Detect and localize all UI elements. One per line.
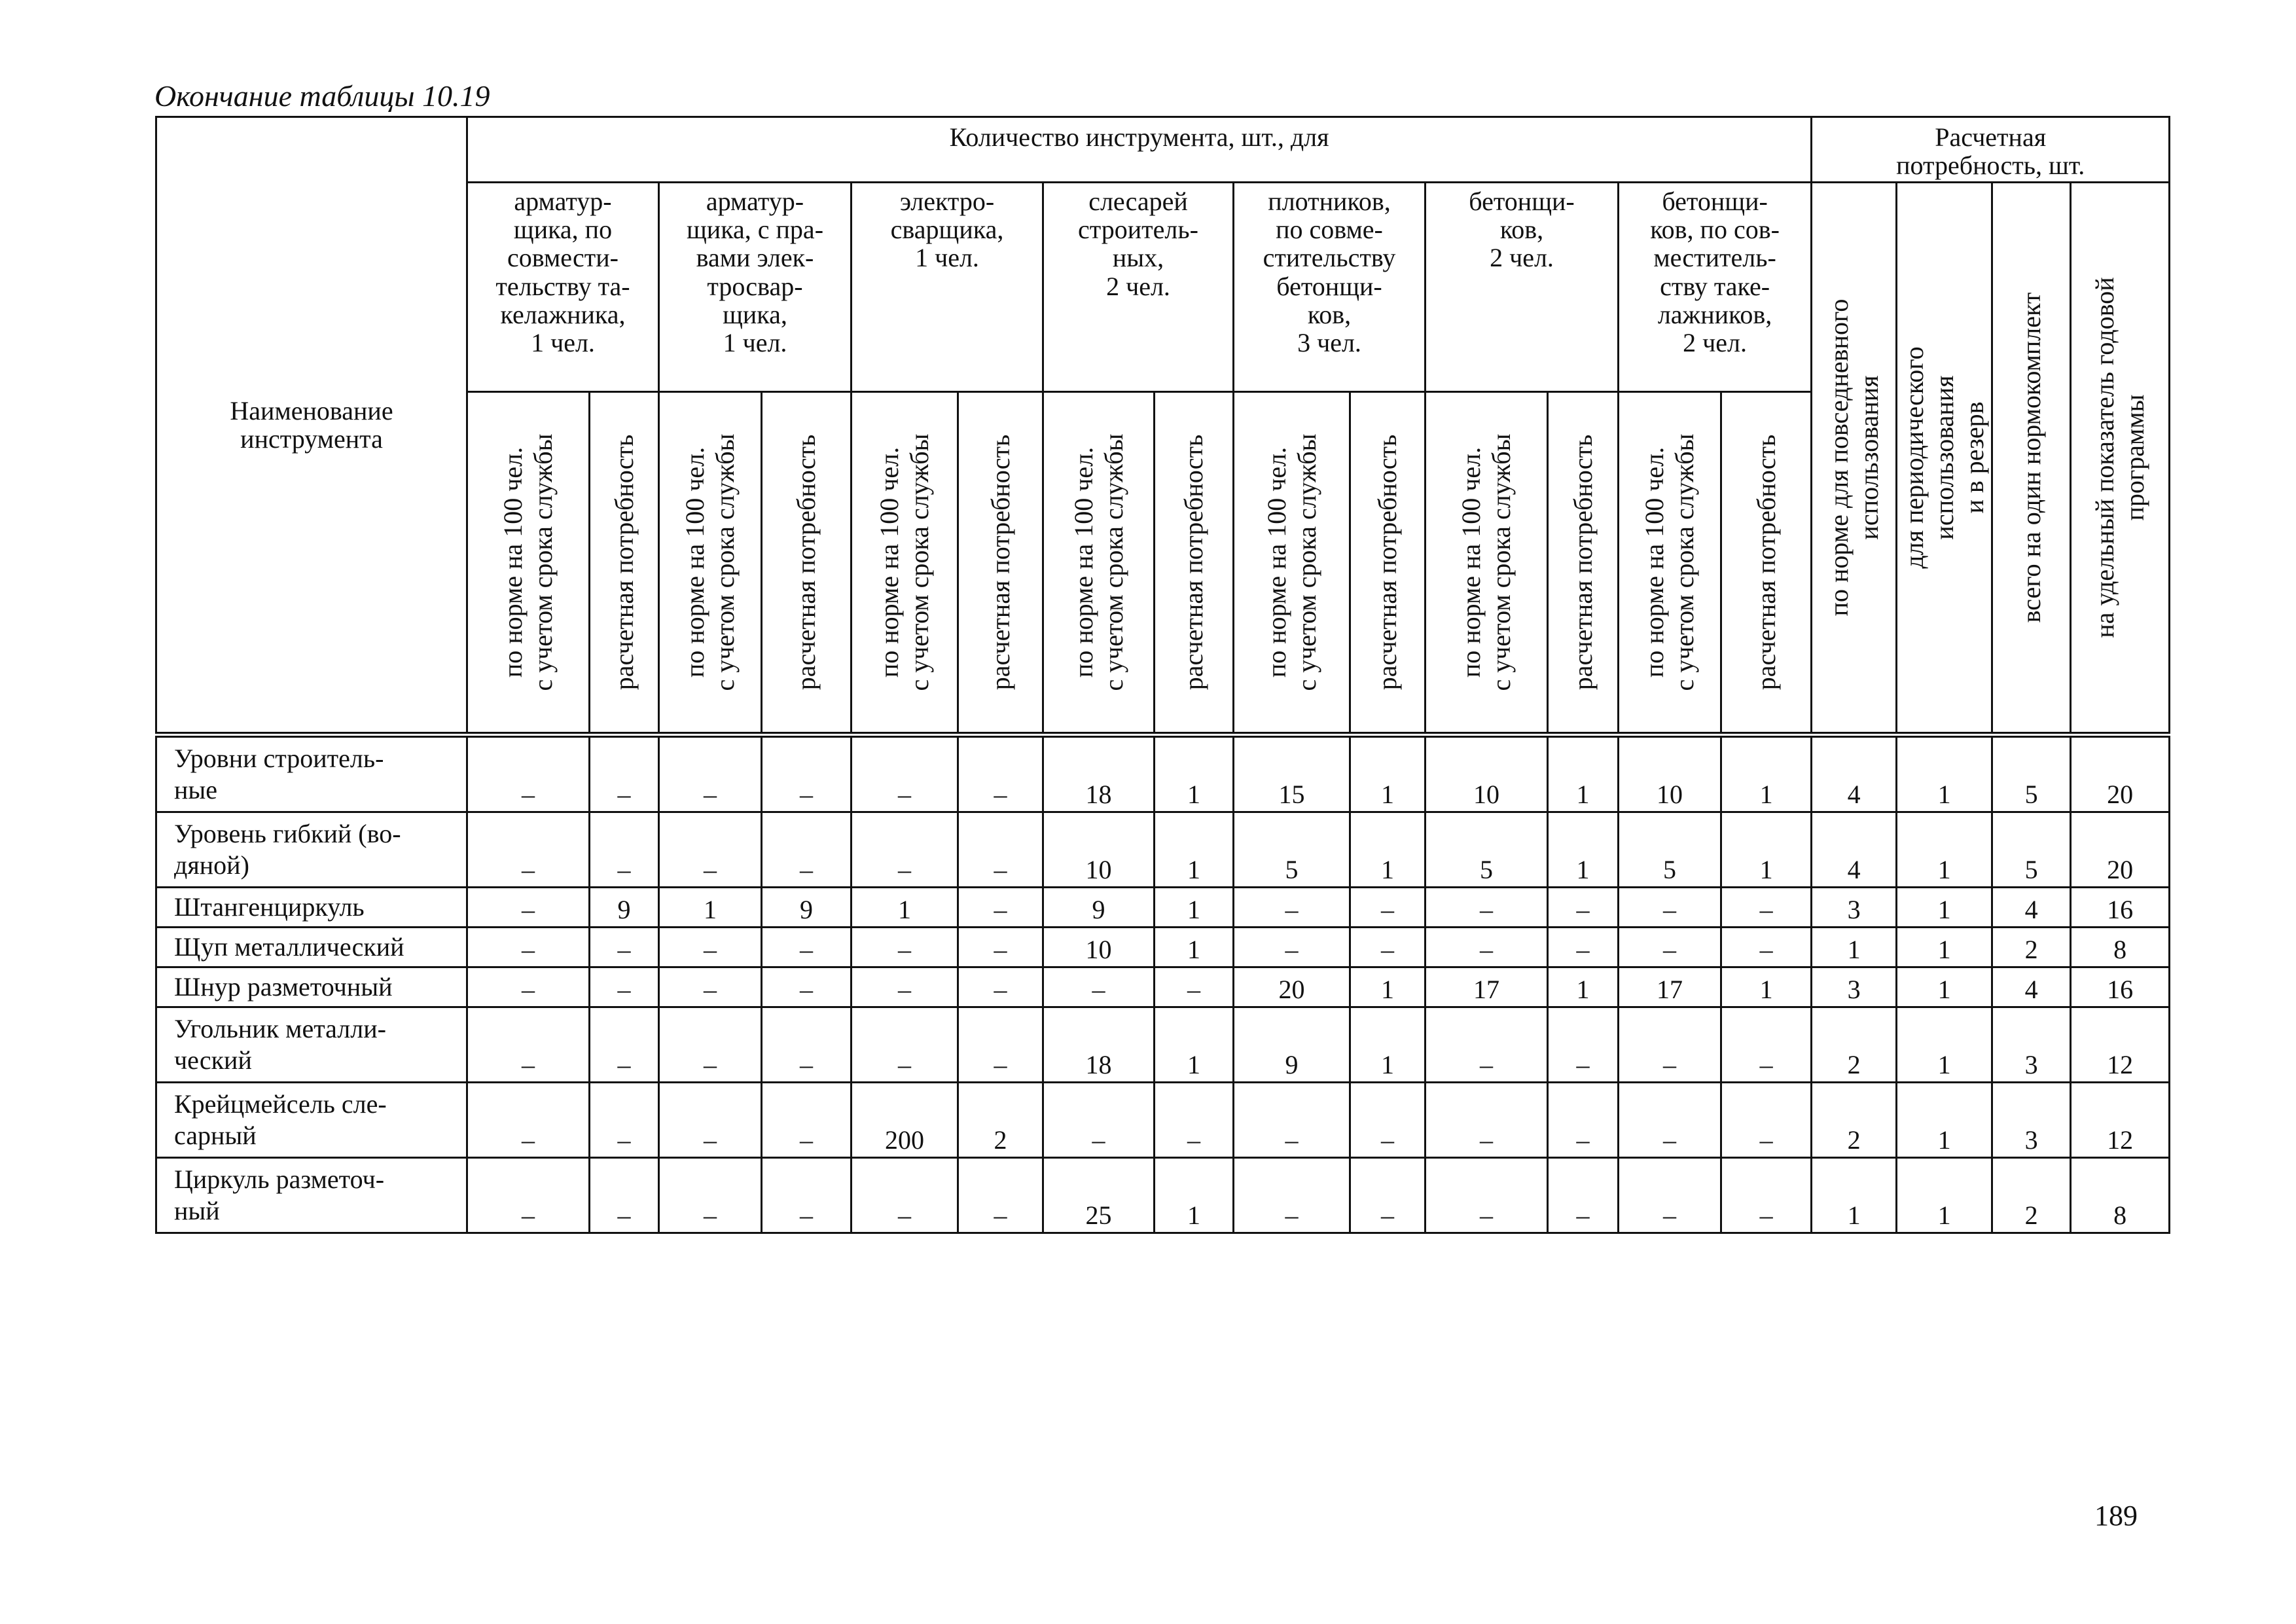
value-cell: 1: [1350, 1007, 1426, 1083]
worker-group-header: плотников, по совме- стительству бетонщи- ков, 3 чел.: [1234, 183, 1426, 392]
value-cell: –: [852, 1007, 958, 1083]
value-cell: –: [590, 928, 659, 967]
value-cell: 15: [1234, 735, 1350, 812]
value-cell: 5: [1992, 735, 2071, 812]
norm-subheader: [1426, 392, 1548, 735]
norm-subheader-text: по норме на 100 чел. с учетом срока службы: [1640, 433, 1699, 691]
table-body: [156, 735, 2170, 1233]
value-cell: –: [467, 735, 590, 812]
value-cell: –: [1234, 1158, 1350, 1233]
instrument-name: Шнур разметочный: [156, 967, 467, 1007]
value-cell: –: [467, 1083, 590, 1158]
value-cell: –: [958, 888, 1043, 928]
value-cell: 1: [1155, 928, 1234, 967]
value-cell: 4: [1992, 888, 2071, 928]
value-cell: –: [1350, 1158, 1426, 1233]
value-cell: –: [958, 1158, 1043, 1233]
value-cell: 10: [1426, 735, 1548, 812]
instrument-name: Штангенциркуль: [156, 888, 467, 928]
worker-group-header: бетонщи- ков, по сов- меститель- ству таке- лажников, 2 чел.: [1619, 183, 1812, 392]
value-cell: –: [762, 735, 852, 812]
worker-group-header: бетонщи- ков, 2 чел.: [1426, 183, 1619, 392]
value-cell: 12: [2071, 1083, 2170, 1158]
value-cell: 200: [852, 1083, 958, 1158]
norm-subheader: [659, 392, 762, 735]
value-cell: –: [467, 928, 590, 967]
value-cell: 12: [2071, 1007, 2170, 1083]
value-cell: 1: [1155, 888, 1234, 928]
value-cell: –: [1426, 928, 1548, 967]
value-cell: 1: [1350, 735, 1426, 812]
value-cell: –: [1721, 1158, 1812, 1233]
value-cell: –: [958, 1007, 1043, 1083]
value-cell: 17: [1426, 967, 1548, 1007]
calc-subheader-text: расчетная потребность: [1751, 434, 1781, 691]
norm-subheader: [1043, 392, 1155, 735]
value-cell: –: [590, 967, 659, 1007]
value-cell: 1: [1721, 735, 1812, 812]
value-cell: –: [1043, 967, 1155, 1007]
calc-subheader-text: расчетная потребность: [791, 434, 821, 691]
value-cell: 5: [1234, 812, 1350, 888]
value-cell: 1: [1897, 1158, 1992, 1233]
instrument-name: Уровень гибкий (во- дяной): [156, 812, 467, 888]
value-cell: –: [762, 928, 852, 967]
value-cell: –: [1548, 888, 1619, 928]
table-row: [156, 928, 2170, 967]
value-cell: 3: [1812, 888, 1897, 928]
value-cell: –: [1234, 928, 1350, 967]
calc-subheader: [958, 392, 1043, 735]
value-cell: 20: [1234, 967, 1350, 1007]
value-cell: –: [1043, 1083, 1155, 1158]
value-cell: –: [1234, 888, 1350, 928]
value-cell: 1: [1548, 812, 1619, 888]
worker-group-header: арматур- щика, с пра- вами элек- тросвар- щика, 1 чел.: [659, 183, 852, 392]
norm-subheader-text: по норме на 100 чел. с учетом срока службы: [1456, 433, 1516, 691]
value-cell: –: [1721, 1083, 1812, 1158]
norm-subheader: [467, 392, 590, 735]
value-cell: –: [1548, 1158, 1619, 1233]
value-cell: –: [590, 812, 659, 888]
result-subheader-text: на удельный показатель годовой программы: [2090, 277, 2150, 638]
value-cell: 1: [1350, 967, 1426, 1007]
result-subheader: [1897, 183, 1992, 735]
value-cell: 9: [1043, 888, 1155, 928]
value-cell: 18: [1043, 735, 1155, 812]
value-cell: –: [467, 888, 590, 928]
value-cell: –: [1426, 1007, 1548, 1083]
value-cell: 4: [1992, 967, 2071, 1007]
value-cell: 1: [1812, 928, 1897, 967]
calc-subheader: [762, 392, 852, 735]
value-cell: 2: [1992, 928, 2071, 967]
worker-group-header: электро- сварщика, 1 чел.: [852, 183, 1043, 392]
value-cell: –: [590, 1083, 659, 1158]
result-subheader-text: для периодического использования и в резерв: [1899, 346, 1989, 569]
value-cell: 17: [1619, 967, 1721, 1007]
norm-subheader-text: по норме на 100 чел. с учетом срока службы: [1261, 433, 1321, 691]
value-cell: 16: [2071, 888, 2170, 928]
value-cell: 1: [1155, 812, 1234, 888]
value-cell: –: [958, 812, 1043, 888]
name-column-header: Наименование инструмента: [156, 117, 467, 735]
value-cell: 1: [659, 888, 762, 928]
value-cell: –: [1548, 928, 1619, 967]
instrument-name: Угольник металли- ческий: [156, 1007, 467, 1083]
table-caption: Окончание таблицы 10.19: [154, 79, 490, 113]
value-cell: 20: [2071, 812, 2170, 888]
value-cell: –: [762, 1007, 852, 1083]
value-cell: 2: [958, 1083, 1043, 1158]
value-cell: –: [1426, 888, 1548, 928]
value-cell: 5: [1619, 812, 1721, 888]
value-cell: –: [590, 1158, 659, 1233]
result-group-header: Расчетная потребность, шт.: [1812, 117, 2170, 183]
value-cell: 9: [1234, 1007, 1350, 1083]
value-cell: 2: [1812, 1083, 1897, 1158]
value-cell: 10: [1043, 928, 1155, 967]
value-cell: –: [1350, 1083, 1426, 1158]
value-cell: 10: [1043, 812, 1155, 888]
value-cell: –: [659, 928, 762, 967]
value-cell: –: [852, 812, 958, 888]
worker-group-header: слесарей строитель- ных, 2 чел.: [1043, 183, 1234, 392]
value-cell: –: [467, 967, 590, 1007]
value-cell: 25: [1043, 1158, 1155, 1233]
result-subheader-text: всего на один нормокомплект: [2016, 292, 2046, 623]
calc-subheader: [1350, 392, 1426, 735]
page-number: 189: [2094, 1500, 2138, 1532]
value-cell: –: [852, 928, 958, 967]
value-cell: –: [590, 1007, 659, 1083]
value-cell: –: [659, 967, 762, 1007]
calc-subheader-text: расчетная потребность: [985, 434, 1015, 691]
value-cell: 3: [1812, 967, 1897, 1007]
calc-subheader-text: расчетная потребность: [1568, 434, 1598, 691]
value-cell: –: [1619, 1083, 1721, 1158]
value-cell: 3: [1992, 1007, 2071, 1083]
value-cell: 1: [1812, 1158, 1897, 1233]
instrument-name: Уровни строитель- ные: [156, 735, 467, 812]
value-cell: –: [659, 1007, 762, 1083]
value-cell: –: [659, 1083, 762, 1158]
value-cell: –: [852, 967, 958, 1007]
calc-subheader-text: расчетная потребность: [1372, 434, 1402, 691]
value-cell: –: [1426, 1158, 1548, 1233]
value-cell: 1: [1897, 888, 1992, 928]
value-cell: 8: [2071, 1158, 2170, 1233]
value-cell: –: [958, 928, 1043, 967]
table-row: [156, 888, 2170, 928]
value-cell: 1: [1897, 928, 1992, 967]
value-cell: –: [958, 967, 1043, 1007]
value-cell: 2: [1812, 1007, 1897, 1083]
value-cell: –: [1155, 967, 1234, 1007]
table-row: [156, 735, 2170, 812]
value-cell: 4: [1812, 812, 1897, 888]
table-row: [156, 1083, 2170, 1158]
value-cell: –: [1155, 1083, 1234, 1158]
result-subheader: [1992, 183, 2071, 735]
value-cell: –: [1619, 1158, 1721, 1233]
value-cell: 1: [1548, 735, 1619, 812]
value-cell: –: [958, 735, 1043, 812]
value-cell: –: [467, 812, 590, 888]
instrument-name: Щуп металлический: [156, 928, 467, 967]
value-cell: –: [1619, 928, 1721, 967]
table-row: [156, 1007, 2170, 1083]
norm-subheader: [1619, 392, 1721, 735]
instrument-table: [155, 116, 2170, 1234]
value-cell: –: [1721, 888, 1812, 928]
value-cell: 10: [1619, 735, 1721, 812]
value-cell: –: [762, 967, 852, 1007]
value-cell: 1: [1897, 735, 1992, 812]
value-cell: –: [1548, 1083, 1619, 1158]
value-cell: 5: [1426, 812, 1548, 888]
norm-subheader-text: по норме на 100 чел. с учетом срока службы: [498, 433, 558, 691]
value-cell: –: [762, 812, 852, 888]
norm-subheader-text: по норме на 100 чел. с учетом срока службы: [874, 433, 934, 691]
value-cell: –: [1548, 1007, 1619, 1083]
value-cell: –: [1350, 888, 1426, 928]
value-cell: 1: [1897, 1007, 1992, 1083]
value-cell: –: [762, 1158, 852, 1233]
quantity-group-header: Количество инструмента, шт., для: [467, 117, 1812, 183]
calc-subheader-text: расчетная потребность: [1179, 434, 1208, 691]
value-cell: 1: [1155, 735, 1234, 812]
value-cell: 9: [762, 888, 852, 928]
value-cell: 1: [1721, 812, 1812, 888]
value-cell: –: [1234, 1083, 1350, 1158]
value-cell: –: [1350, 928, 1426, 967]
value-cell: 4: [1812, 735, 1897, 812]
value-cell: –: [659, 812, 762, 888]
value-cell: –: [659, 735, 762, 812]
value-cell: 1: [1721, 967, 1812, 1007]
value-cell: 3: [1992, 1083, 2071, 1158]
value-cell: 1: [1897, 967, 1992, 1007]
value-cell: 8: [2071, 928, 2170, 967]
value-cell: –: [1426, 1083, 1548, 1158]
value-cell: –: [467, 1158, 590, 1233]
value-cell: 20: [2071, 735, 2170, 812]
value-cell: 1: [1155, 1158, 1234, 1233]
worker-group-header: арматур- щика, по совмести- тельству та- келажника, 1 чел.: [467, 183, 659, 392]
calc-subheader: [590, 392, 659, 735]
table-row: [156, 812, 2170, 888]
norm-subheader-text: по норме на 100 чел. с учетом срока службы: [1068, 433, 1128, 691]
norm-subheader-text: по норме на 100 чел. с учетом срока службы: [680, 433, 740, 691]
value-cell: 1: [1155, 1007, 1234, 1083]
value-cell: –: [590, 735, 659, 812]
calc-subheader: [1721, 392, 1812, 735]
value-cell: –: [852, 735, 958, 812]
calc-subheader: [1548, 392, 1619, 735]
value-cell: 1: [852, 888, 958, 928]
value-cell: –: [762, 1083, 852, 1158]
value-cell: 18: [1043, 1007, 1155, 1083]
value-cell: –: [1721, 928, 1812, 967]
value-cell: –: [659, 1158, 762, 1233]
instrument-name: Крейцмейсель сле- сарный: [156, 1083, 467, 1158]
value-cell: 5: [1992, 812, 2071, 888]
value-cell: –: [852, 1158, 958, 1233]
value-cell: 1: [1548, 967, 1619, 1007]
value-cell: –: [1721, 1007, 1812, 1083]
result-subheader: [1812, 183, 1897, 735]
value-cell: 16: [2071, 967, 2170, 1007]
result-subheader: [2071, 183, 2170, 735]
calc-subheader-text: расчетная потребность: [609, 434, 639, 691]
norm-subheader: [852, 392, 958, 735]
value-cell: 1: [1350, 812, 1426, 888]
result-subheader-text: по норме для повседневного использования: [1823, 298, 1884, 617]
table-row: [156, 1158, 2170, 1233]
value-cell: 9: [590, 888, 659, 928]
value-cell: –: [467, 1007, 590, 1083]
calc-subheader: [1155, 392, 1234, 735]
value-cell: 1: [1897, 1083, 1992, 1158]
value-cell: –: [1619, 1007, 1721, 1083]
value-cell: 2: [1992, 1158, 2071, 1233]
table-row: [156, 967, 2170, 1007]
value-cell: 1: [1897, 812, 1992, 888]
norm-subheader: [1234, 392, 1350, 735]
value-cell: –: [1619, 888, 1721, 928]
instrument-name: Циркуль разметоч- ный: [156, 1158, 467, 1233]
